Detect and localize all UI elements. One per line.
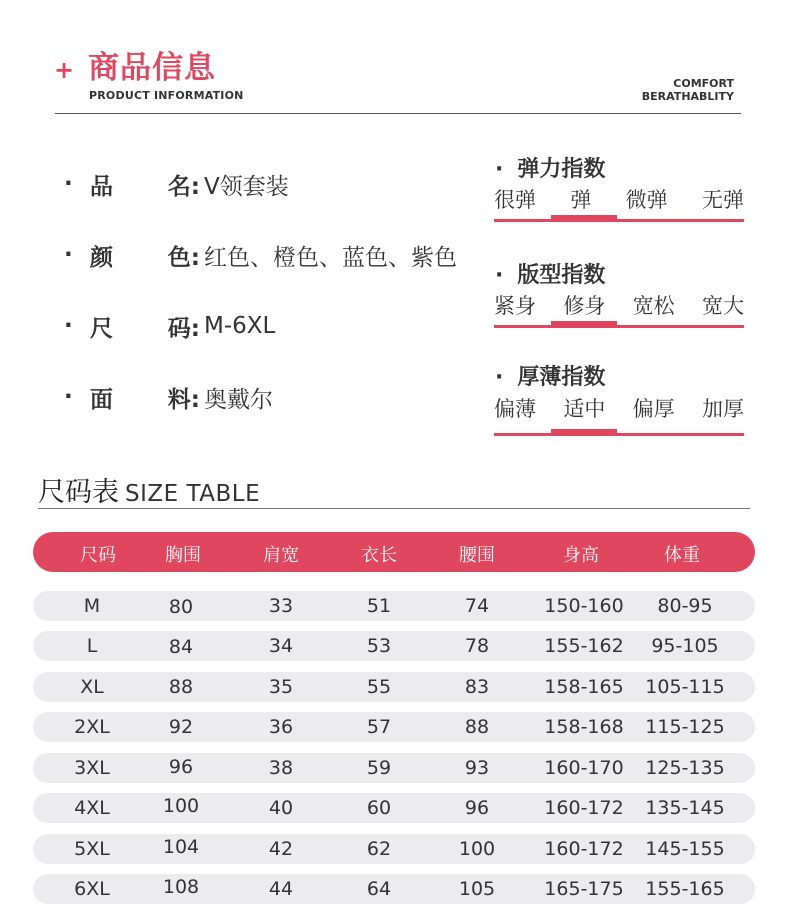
table-cell: 64 (366, 878, 392, 900)
table-cell: 4XL (74, 797, 110, 819)
info-colon: : (190, 173, 200, 200)
size-table-title-en: SIZE TABLE (125, 481, 261, 507)
table-cell: 40 (268, 797, 294, 819)
table-row (33, 712, 755, 742)
table-cell: 78 (464, 635, 490, 657)
scale-option: 宽松 (632, 294, 675, 318)
table-cell: 145-155 (645, 838, 725, 860)
table-cell: 62 (366, 838, 392, 860)
scale-option-selected: 修身 (563, 294, 606, 318)
header-divider (55, 113, 741, 114)
column-header: 尺码 (80, 545, 116, 566)
info-key-char: 面 (90, 386, 113, 413)
info-key-char: 码 (167, 315, 191, 342)
elasticity-selected-marker (551, 215, 617, 222)
table-cell: 83 (464, 676, 490, 698)
table-cell: 6XL (74, 878, 110, 900)
info-row-material (64, 377, 273, 417)
scale-option: 加厚 (701, 397, 744, 421)
fit-index-title (495, 258, 605, 289)
table-cell: 125-135 (645, 757, 725, 779)
table-cell: 33 (268, 595, 294, 617)
table-row (33, 753, 755, 783)
table-row (33, 874, 755, 904)
index-title-text: 版型指数 (517, 263, 606, 288)
table-cell: 160-172 (544, 838, 624, 860)
fit-scale (494, 290, 744, 320)
section-subtitle: PRODUCT INFORMATION (89, 89, 244, 102)
table-cell: 53 (366, 635, 392, 657)
table-row (33, 591, 755, 621)
table-cell: 160-170 (544, 757, 624, 779)
bullet-icon: · (64, 313, 73, 339)
table-cell: 108 (162, 876, 200, 898)
table-cell: 35 (268, 676, 294, 698)
table-cell: 2XL (74, 716, 110, 738)
table-cell: 105 (458, 878, 496, 900)
info-key-char: 颜 (90, 244, 113, 271)
scale-option: 无弹 (701, 188, 744, 212)
scale-option: 偏薄 (494, 397, 536, 421)
thickness-selected-marker (551, 429, 617, 436)
table-row (33, 631, 755, 661)
info-key-char: 名 (167, 173, 191, 200)
table-cell: 74 (464, 595, 490, 617)
comfort-line-2: BERATHABLITY (641, 90, 734, 103)
table-cell: 135-145 (645, 797, 725, 819)
column-header: 衣长 (361, 545, 397, 566)
column-header: 腰围 (459, 545, 495, 566)
table-cell: 3XL (74, 757, 110, 779)
table-cell: 60 (366, 797, 392, 819)
table-cell: 105-115 (645, 676, 725, 698)
scale-option-selected: 弹 (570, 188, 592, 212)
info-value: V领套装 (204, 173, 289, 200)
comfort-line-1: COMFORT (673, 77, 734, 90)
table-cell: XL (80, 676, 104, 698)
section-title: 商品信息 (88, 50, 216, 86)
info-key (90, 381, 200, 414)
column-header: 体重 (664, 545, 700, 566)
info-colon: : (190, 386, 200, 413)
table-cell: 158-165 (544, 676, 624, 698)
info-key (90, 310, 200, 343)
info-key (90, 239, 200, 272)
bullet-icon: · (495, 157, 504, 182)
elasticity-scale (494, 184, 744, 214)
size-table-title-cn: 尺码表 (38, 477, 119, 508)
table-row (33, 672, 755, 702)
thickness-index-title (495, 360, 605, 391)
info-row-name (64, 164, 289, 204)
info-key-char: 品 (90, 173, 113, 200)
size-table-divider (38, 508, 750, 509)
scale-option: 紧身 (494, 294, 536, 318)
size-table-header (33, 532, 755, 572)
table-cell: 5XL (74, 838, 110, 860)
table-cell: 36 (268, 716, 294, 738)
thickness-scale-line (494, 433, 744, 436)
table-row (33, 793, 755, 823)
table-cell: 57 (366, 716, 392, 738)
table-cell: 59 (366, 757, 392, 779)
table-cell: 92 (168, 716, 194, 738)
fit-scale-line (494, 325, 744, 328)
table-cell: 34 (268, 635, 294, 657)
table-cell: 160-172 (544, 797, 624, 819)
table-cell: 38 (268, 757, 294, 779)
bullet-icon: · (64, 242, 73, 268)
index-title-text: 弹力指数 (517, 157, 606, 182)
scale-option: 偏厚 (632, 397, 675, 421)
table-cell: 80 (168, 596, 194, 618)
table-cell: 95-105 (651, 635, 719, 657)
column-header: 肩宽 (263, 545, 299, 566)
column-header: 胸围 (165, 545, 201, 566)
table-cell: 104 (162, 836, 200, 858)
size-table-title (38, 470, 260, 509)
info-key-char: 料 (167, 386, 191, 413)
table-cell: 88 (464, 716, 490, 738)
table-cell: 93 (464, 757, 490, 779)
table-cell: 88 (168, 676, 194, 698)
info-row-size (64, 306, 275, 346)
info-row-color (64, 235, 457, 275)
fit-selected-marker (551, 321, 617, 328)
table-cell: 55 (366, 676, 392, 698)
bullet-icon: · (64, 384, 73, 410)
info-key (90, 168, 200, 201)
table-cell: 96 (168, 756, 194, 778)
table-cell: 100 (458, 838, 496, 860)
info-key-char: 色 (167, 244, 191, 271)
table-cell: 155-162 (544, 635, 624, 657)
table-cell: 155-165 (645, 878, 725, 900)
bullet-icon: · (495, 263, 504, 288)
scale-option: 宽大 (701, 294, 744, 318)
info-colon: : (190, 244, 200, 271)
info-value: M-6XL (204, 313, 276, 339)
table-cell: L (86, 635, 98, 657)
table-cell: M (83, 595, 101, 617)
table-cell: 165-175 (544, 878, 624, 900)
table-cell: 84 (168, 636, 194, 658)
scale-option-selected: 适中 (563, 397, 606, 421)
comfort-label (642, 77, 734, 103)
index-title-text: 厚薄指数 (517, 365, 606, 390)
bullet-icon: · (495, 365, 504, 390)
elasticity-scale-line (494, 219, 744, 222)
table-row (33, 834, 755, 864)
scale-option: 很弹 (494, 188, 536, 212)
column-header: 身高 (563, 545, 599, 566)
scale-option: 微弹 (625, 188, 668, 212)
thickness-scale (494, 393, 744, 423)
elasticity-index-title (495, 152, 605, 183)
table-cell: 51 (366, 595, 392, 617)
table-cell: 150-160 (544, 595, 624, 617)
info-colon: : (190, 315, 200, 342)
table-cell: 115-125 (645, 716, 725, 738)
info-value: 红色、橙色、蓝色、紫色 (204, 244, 457, 271)
table-cell: 96 (464, 797, 490, 819)
table-cell: 44 (268, 878, 294, 900)
bullet-icon: · (64, 171, 73, 197)
table-cell: 42 (268, 838, 294, 860)
table-cell: 158-168 (544, 716, 624, 738)
table-cell: 80-95 (657, 595, 713, 617)
plus-icon: + (54, 56, 75, 84)
info-key-char: 尺 (90, 315, 113, 342)
info-value: 奥戴尔 (204, 386, 273, 413)
table-cell: 100 (162, 795, 200, 817)
